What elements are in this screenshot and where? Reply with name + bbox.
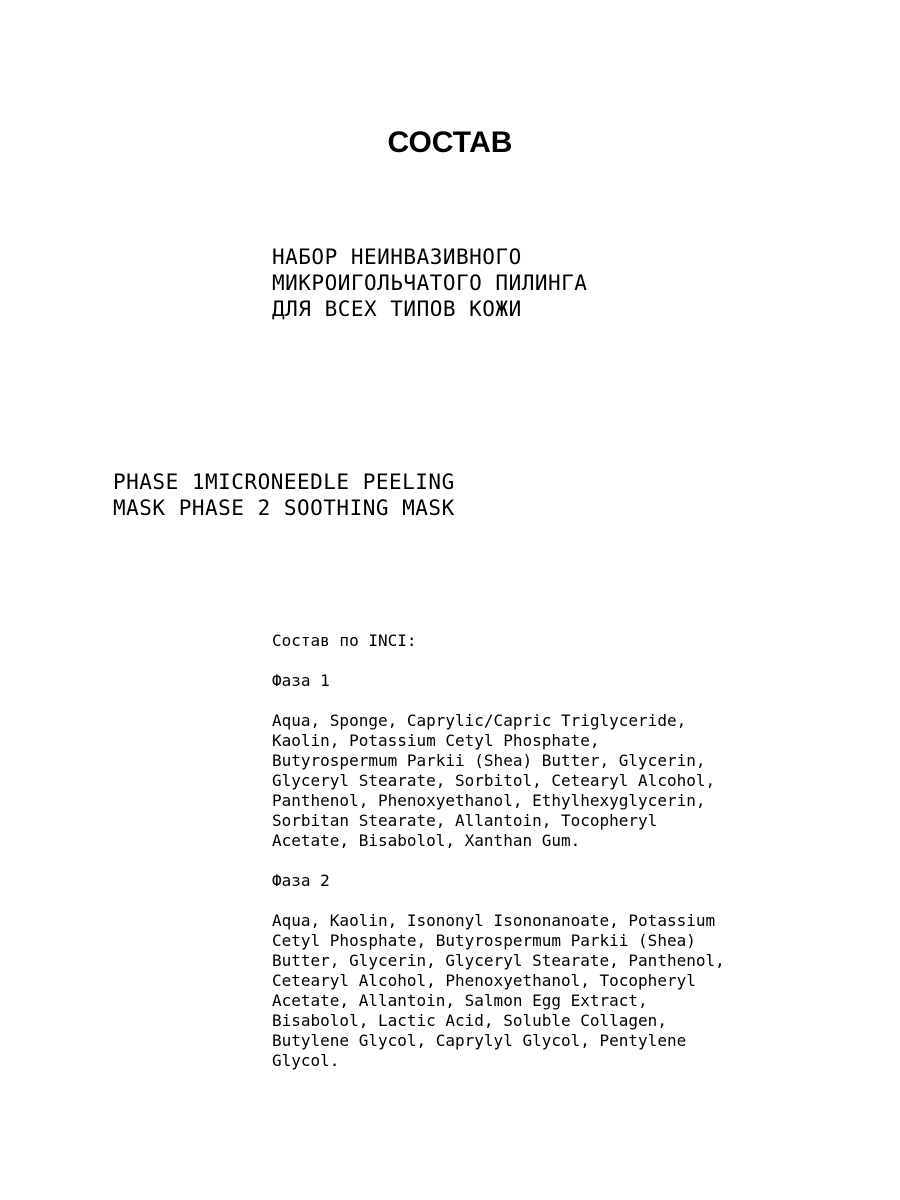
subtitle-line: НАБОР НЕИНВАЗИВНОГО [272,245,522,269]
phase2-ingredients [272,911,872,1071]
ingredient-line: Kaolin, Potassium Cetyl Phosphate, [272,731,600,750]
ingredient-line: Glyceryl Stearate, Sorbitol, Cetearyl Alcohol, [272,771,716,790]
composition-section [272,631,872,1091]
ingredient-line: Glycol. [272,1051,340,1070]
ingredient-line: Butyrospermum Parkii (Shea) Butter, Glycerin, [272,751,706,770]
ingredient-line: Acetate, Bisabolol, Xanthan Gum. [272,831,581,850]
page-title: СОСТАВ [387,126,513,159]
subtitle-line: МИКРОИГОЛЬЧАТОГО ПИЛИНГА [272,271,588,295]
ingredient-line: Cetearyl Alcohol, Phenoxyethanol, Tocopheryl [272,971,696,990]
ingredient-line: Acetate, Allantoin, Salmon Egg Extract, [272,991,648,1010]
product-subtitle [272,244,832,322]
ingredient-line: Sorbitan Stearate, Allantoin, Tocopheryl [272,811,658,830]
phases-line: PHASE 1MICRONEEDLE PEELING [113,470,455,494]
phase1-label: Фаза 1 [272,671,330,690]
ingredient-line: Bisabolol, Lactic Acid, Soluble Collagen, [272,1011,667,1030]
ingredient-line: Panthenol, Phenoxyethanol, Ethylhexyglycerin, [272,791,706,810]
ingredient-line: Aqua, Sponge, Caprylic/Capric Triglyceride, [272,711,687,730]
ingredient-line: Butter, Glycerin, Glyceryl Stearate, Panthenol, [272,951,725,970]
composition-heading: Состав по INCI: [272,631,417,650]
ingredient-line: Cetyl Phosphate, Butyrospermum Parkii (Shea) [272,931,696,950]
phase2-label: Фаза 2 [272,871,330,890]
phase1-ingredients [272,711,872,851]
phases-line: MASK PHASE 2 SOOTHING MASK [113,496,455,520]
ingredient-line: Butylene Glycol, Caprylyl Glycol, Pentylene [272,1031,687,1050]
ingredient-line: Aqua, Kaolin, Isononyl Isononanoate, Potassium [272,911,716,930]
phases-heading [113,469,713,521]
subtitle-line: ДЛЯ ВСЕХ ТИПОВ КОЖИ [272,297,522,321]
